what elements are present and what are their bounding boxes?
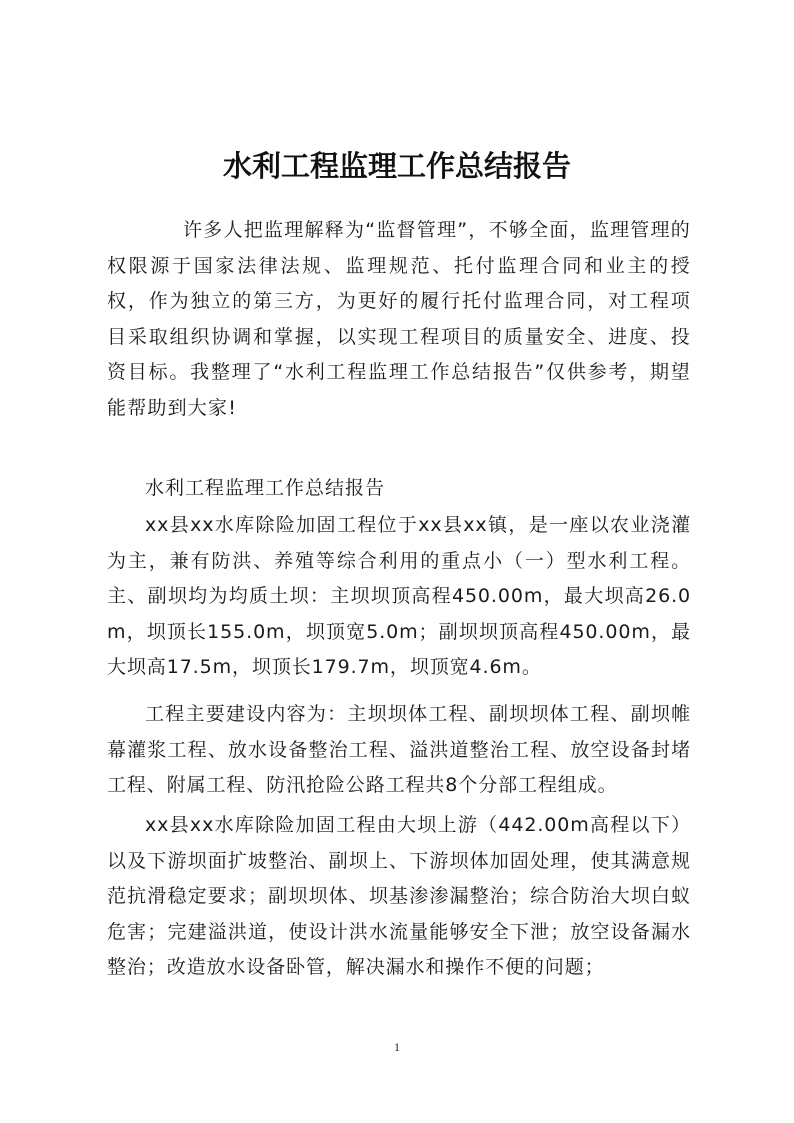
- document-title: 水利工程监理工作总结报告: [222, 149, 571, 183]
- intro-paragraph: 许多人把监理解释为“监督管理”，不够全面，监理管理的权限源于国家法律法规、监理规范、托付监理合同和业主的授权，作为独立的第三方，为更好的履行托付监理合同，对工程项目采取组织协调和掌握，以实现工程项目的质量安全、进度、投资目标。我整理了“水利工程监理工作总结报告”仅供参考，期望能帮助到大家!: [107, 219, 691, 419]
- body-paragraph: xx县xx水库除险加固工程由大坝上游（442.00m高程以下）以及下游坝面扩坡整治、副坝上、下游坝体加固处理，使其满意规范抗滑稳定要求；副坝坝体、坝基渗渗漏整治；综合防治大坝白蚁危害；完建溢洪道，使设计洪水流量能够安全下泄；放空设备漏水整治；改造放水设备卧管，解决漏水和操作不便的问题；: [107, 814, 691, 978]
- body-paragraph: 工程主要建设内容为：主坝坝体工程、副坝坝体工程、副坝帷幕灌浆工程、放水设备整治工程、溢洪道整治工程、放空设备封堵工程、附属工程、防汛抢险公路工程共8个分部工程组成。: [107, 703, 691, 796]
- body-paragraph: xx县xx水库除险加固工程位于xx县xx镇，是一座以农业浇灌为主，兼有防洪、养殖等综合利用的重点小（一）型水利工程。主、副坝均为均质土坝：主坝坝顶高程450.00m，最大坝高26.0m，坝顶长155.0m，坝顶宽5.0m；副坝坝顶高程450.00m，最大坝高17.5m，坝顶长179.7m，坝顶宽4.6m。: [107, 514, 691, 678]
- report-subtitle: 水利工程监理工作总结报告: [145, 477, 386, 499]
- page-number: 1: [394, 1040, 400, 1054]
